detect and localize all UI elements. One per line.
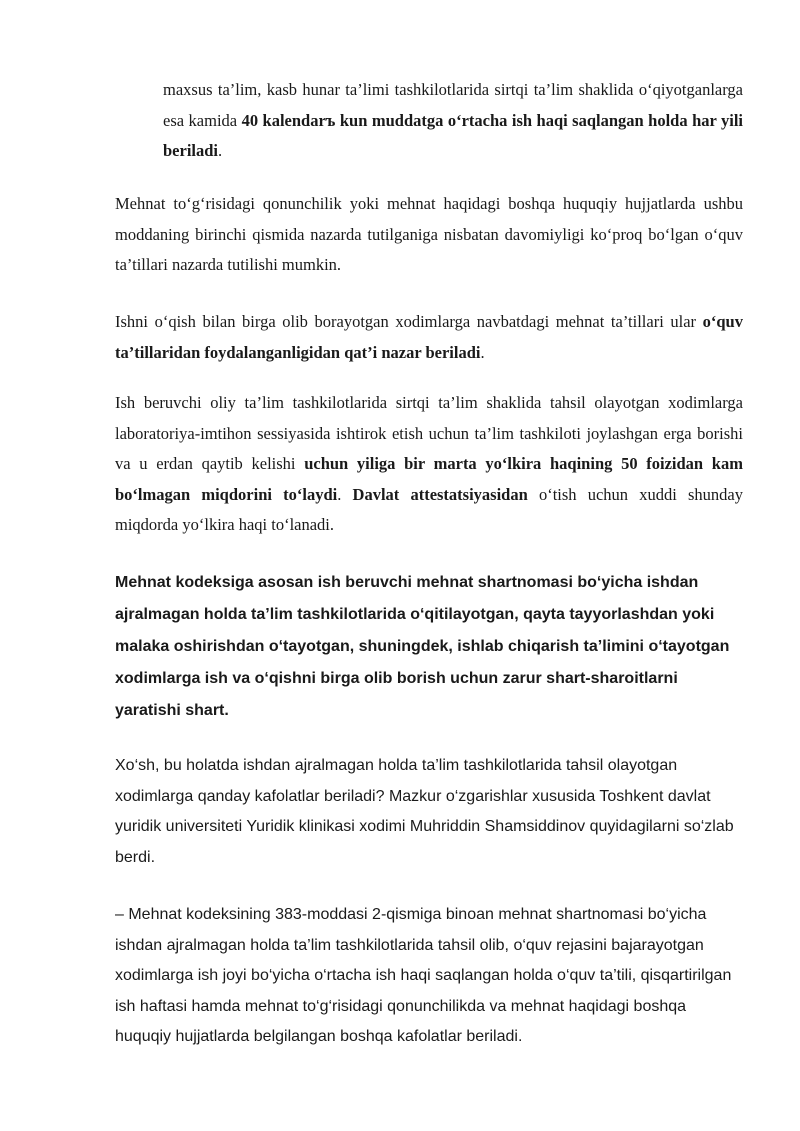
- paragraph-travel-payment: [115, 388, 743, 541]
- paragraph-question: [115, 751, 743, 873]
- paragraph-text: .: [218, 141, 223, 160]
- paragraph-text: – Mehnat kodeksining 383-moddasi 2-qismiga binoan mehnat shartnomasi bo‘yicha ishdan ajralmagan holda ta’lim tashkilotlarida tahsil olib, o‘quv rejasini bajarayotgan xodimlarga ish joyi bo‘yicha o‘rtacha ish haqi saqlangan holda o‘quv ta’tili, qisqartirilgan ish haftasi hamda mehnat to‘g‘risidagi qonunchilikda va mehnat haqidagi boshqa huquqiy hujjatlarda belgilangan boshqa kafolatlar beriladi.: [115, 906, 732, 1045]
- paragraph-employer-obligation: [115, 567, 743, 727]
- bold-text: Mehnat kodeksiga asosan ish beruvchi mehnat shartnomasi bo‘yicha ishdan ajralmagan holda ta’lim tashkilotlarida o‘qitilayotgan, qayta tayyorlashdan yoki malaka oshirishdan o‘tayotgan, shuningdek, ishlab chiqarish ta’limini o‘tayotgan xodimlarga ish va o‘qishni birga olib borish uchun zarur shart-sharoitlarni yaratishi shart.: [115, 574, 730, 719]
- paragraph-text: o‘tish uchun xuddi shunday miqdorda yo‘lkira haqi to‘lanadi.: [115, 484, 743, 534]
- paragraph-text: Mehnat to‘g‘risidagi qonunchilik yoki mehnat haqidagi boshqa huquqiy hujjatlarda ushbu moddaning birinchi qismida nazarda tutilganiga nisbatan davomiyligi ko‘proq bo‘lgan o‘quv ta’tillari nazarda tutilishi mumkin.: [115, 194, 743, 274]
- paragraph-text: .: [480, 342, 485, 362]
- paragraph-quote: [115, 900, 743, 1053]
- paragraph-text: Xo‘sh, bu holatda ishdan ajralmagan holda ta’lim tashkilotlarida tahsil olayotgan xodimlarga qanday kafolatlar beriladi? Mazkur o‘zgarishlar xususida Toshkent davlat yuridik universiteti Yuridik klinikasi xodimi Muhriddin Shamsiddinov quyidagilarni so‘zlab berdi.: [115, 757, 734, 866]
- paragraph-study-leave-duration: [163, 75, 743, 167]
- bold-text: 40 kalendarъ kun muddatga o‘rtacha ish haqi saqlangan holda har yili beriladi: [163, 110, 743, 160]
- paragraph-longer-leave: [115, 189, 743, 281]
- bold-text: o‘quv ta’tillaridan foydalanganligidan qat’i nazar beriladi: [115, 312, 743, 362]
- paragraph-text: Ish beruvchi oliy ta’lim tashkilotlarida sirtqi ta’lim shaklida tahsil olayotgan xodimlarga laboratoriya-imtihon sessiyasida ishtirok etish uchun ta’lim tashkiloti joylashgan erga borishi va u erdan qaytib kelishi: [115, 393, 743, 473]
- bold-text: uchun yiliga bir marta yo‘lkira haqining 50 foizidan kam bo‘lmagan miqdorini to‘laydi: [115, 454, 743, 504]
- bold-text: Davlat attestatsiyasidan: [352, 484, 528, 504]
- paragraph-text: .: [337, 484, 353, 504]
- paragraph-text: maxsus ta’lim, kasb hunar ta’limi tashkilotlarida sirtqi ta’lim shaklida o‘qiyotganlarga esa kamida: [163, 80, 743, 130]
- paragraph-text: Ishni o‘qish bilan birga olib borayotgan xodimlarga navbatdagi mehnat ta’tillari ular: [115, 312, 703, 331]
- paragraph-regular-leave: [115, 307, 743, 368]
